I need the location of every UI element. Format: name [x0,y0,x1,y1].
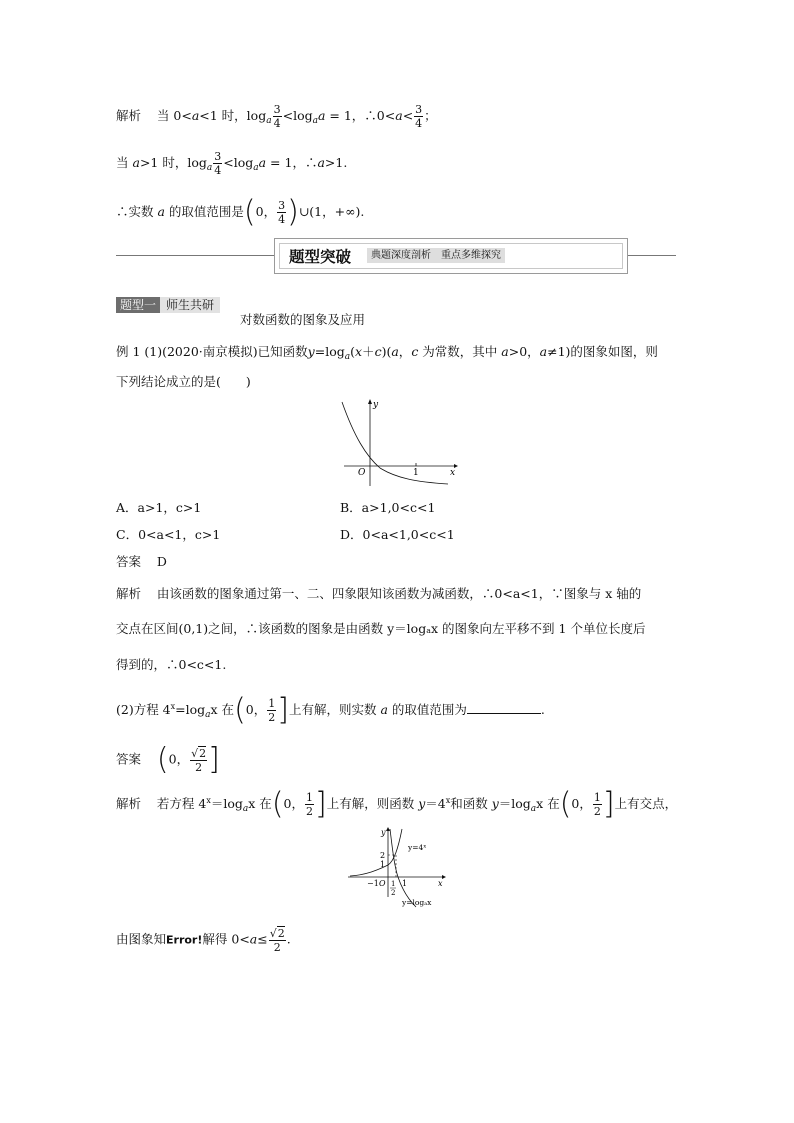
example-1-line-1: 例 1 (1)(2020·南京模拟)已知函数$y=\log_a(x+c)(a$，c 为常数，其中 a>0，a≠1)的图象如图，则 [116,344,658,362]
answer-blank[interactable] [467,701,541,714]
type-label-dark: 题型一 [116,297,160,313]
option-a: A．a>1，c>1 [116,500,202,515]
section-title: 对数函数的图象及应用 [240,312,366,327]
solution-line-2: 当 a>1 时，$\log_a$ $\frac{3}{4}$ $<\log_aa = 1$，∴a>1. [116,150,348,177]
tick-1-label: 1 [402,879,408,888]
tick-y2-label: 2 [380,851,386,860]
section-banner [116,238,676,274]
log-curve-label: y=logₐx [402,898,432,907]
text: 0， [255,204,277,219]
graph-2 [346,825,448,911]
var-a: a [191,108,200,123]
text: ∴实数 [116,204,158,219]
fraction: $\frac{3}{4}$ [278,199,286,226]
tick-half-num: 1 [391,880,396,888]
tick-neg1-label: −1 [367,879,379,888]
fraction: $\frac{√2}{2}$ [191,747,207,774]
solution-line-3: ∴实数 a 的取值范围是(0， $\frac{3}{4}$ )∪(1，+∞). [116,194,365,230]
answer-value: D [156,554,167,569]
explanation-1-line-1: 解析 由该函数的图象通过第一、二、四象限知该函数为减函数，∴0<a<1，∵图象与 x 轴的 [116,586,642,601]
text: ； [424,108,437,123]
exp-curve-label: y=4ˣ [408,843,427,852]
graph-1 [336,396,460,488]
example-1-line-2: 下列结论成立的是( ) [116,374,251,389]
text: ∪(1，+∞). [298,204,365,219]
text: >1. [324,155,348,170]
fraction: $\frac{3}{4}$ [273,103,281,130]
fraction: $\frac{3}{4}$ [415,103,423,130]
text: 当 0< [156,108,192,123]
solution-label: 解析 [116,108,142,123]
text: <log [282,108,313,123]
explanation-1-line-3: 得到的，∴0<c<1. [116,657,227,672]
answer-2: 答案 (0， $\frac{√2}{2}$ ] [116,742,220,777]
text: 当 [116,155,133,170]
banner-box [274,238,628,274]
tick-half-den: 2 [391,889,396,897]
text: <1 时，log [199,108,267,123]
question-2: (2)方程 $4^x=\log_ax$ 在(0， $\frac{1}{2}$ ]上有解，则实数 a 的取值范围为 . [116,692,545,728]
y-label: y [373,400,379,410]
option-d: D．0<a<1,0<c<1 [340,527,455,542]
answer-label: 答案 [116,554,142,569]
exp-curve [350,829,402,876]
type-label-light: 师生共研 [160,297,220,313]
type-label [116,296,220,313]
origin-label: O [379,879,386,888]
answer-1 [116,553,167,571]
text: >1 时，log [139,155,207,170]
origin-label: O [358,468,366,478]
x-label: x [438,879,443,888]
explanation-2-line-1: 解析 若方程 $4^x=\log_ax$ 在(0， $\frac{1}{2}$ ]上有解，则函数 $y=4^x$和函数 $y=\log_ax$ 在(0， $\frac{1}{2}$ ]上有交点， [116,786,678,822]
option-b: B．a>1,0<c<1 [340,500,436,515]
text: <log [223,155,254,170]
error-text: Error! [166,933,203,947]
y-label: y [381,828,386,837]
option-c: C．0<a<1，c>1 [116,527,221,542]
final-line: 由图象知Error!解得 0<a≤ $\frac{√2}{2}$ . [116,927,291,954]
solution-line-1: 解析 当 0<a<1 时，$\log_a$ $\frac{3}{4}$ $<\log_aa = 1$，∴0<a< $\frac{3}{4}$ ； [116,103,437,130]
tick-y1-label: 1 [380,860,386,869]
x-label: x [450,468,456,478]
banner-tag: 典题深度剖析 重点多维探究 [367,248,505,263]
explanation-1-line-2: 交点在区间(0,1)之间，∴该函数的图象是由函数 y＝logₐx 的图象向左平移不到 1 个单位长度后 [116,621,646,636]
text: 的取值范围是 [164,204,244,219]
banner-title: 题型突破 [289,248,352,266]
tick-1-label: 1 [413,468,419,478]
fraction: $\frac{3}{4}$ [214,150,222,177]
fraction: $\frac{1}{2}$ [268,697,276,724]
